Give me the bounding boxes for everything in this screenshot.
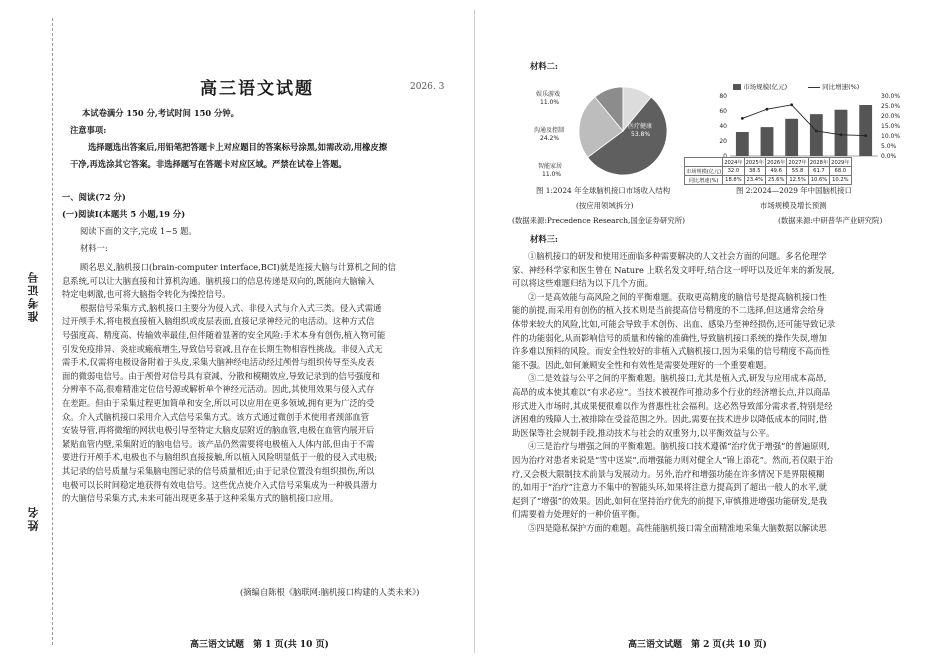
text-line: 件的功能弱化,从而影响信号的质量和传输的准确性,导致脑机接口系统的操作失误,增加 — [512, 332, 827, 343]
table-cell: 55.8 — [787, 167, 808, 176]
pie-chart — [528, 76, 678, 186]
left-tick-label: 40 — [719, 123, 727, 130]
left-page — [62, 0, 450, 663]
growth-point — [815, 130, 818, 133]
text-line: 顾名思义,脑机接口(brain-computer interface,BCI)就是连接大脑与计算机之间的信 — [80, 262, 396, 272]
table-cell: 2027年 — [788, 159, 807, 166]
data-table — [684, 157, 852, 185]
table-cell: 2029年 — [831, 159, 850, 166]
material3-title: 材料三: — [530, 234, 558, 244]
text-line: 疗,又会极大限制技术前景与发展动力。另外,治疗和增强功能在许多情况下是界限模糊 — [512, 468, 825, 479]
instruction: 阅读下面的文字,完成 1~5 题。 — [80, 226, 197, 236]
bar — [835, 110, 848, 156]
page-divider — [474, 10, 475, 653]
exam-number-label: 准考证号 — [27, 270, 40, 322]
text-line: 可以将这些难题归结为以下几个方面。 — [512, 278, 654, 289]
table-cell: 49.6 — [765, 167, 786, 176]
text-line: 能不强。因此,如何兼顾安全性和有效性是需要处理好的一个重要难题。 — [512, 359, 772, 370]
note-line-2: 干净,再选涂其它答案。非选择题写在答题卡对应区域。严禁在试卷上答题。 — [70, 159, 347, 169]
pie-label-medical: 医疗健康 — [628, 123, 653, 130]
table-cell: 68.0 — [830, 167, 851, 176]
text-line: 面的微弱电信号。由于颅骨对信号具有衰减、分散和模糊效应,导致记录到的信号强度和 — [62, 370, 380, 381]
material2-title: 材料二: — [530, 61, 558, 71]
growth-point — [790, 103, 793, 106]
text-line: 的大脑信号采集方式,未来可能出现更多基于这种采集方式的脑机接口应用。 — [62, 493, 339, 504]
table-cell: 2026年 — [766, 159, 786, 166]
text-line: ⑤四是隐私保护方面的难题。高性能脑机接口需全面精准地采集大脑数据以解读思 — [528, 522, 827, 533]
fig2-source: (数据来源:中研普华产业研究院) — [778, 216, 883, 225]
left-tick-label: 60 — [719, 108, 727, 115]
pie-label-communication: 沟通及控制 — [534, 127, 565, 134]
pie-pct-smart-home: 11.0% — [542, 171, 562, 178]
text-line: 助医保等社会规制手段,推动技术与社会的双重努力,以平衡效益与公平。 — [512, 427, 775, 438]
text-line: 们需要着力处理好的一种价值平衡。 — [512, 509, 645, 520]
text-line: 根据信号采集方式,脑机接口主要分为侵入式、非侵入式与介入式三类。侵入式需通 — [80, 302, 382, 313]
text-line: ①脑机接口的研发和使用还面临多种需要解决的人文社会方面的问题。多名伦理学 — [528, 251, 827, 261]
text-line: 电极可以长时间稳定地获得有效电信号。这些优点使介入式信号采集成为一种极具潜力 — [62, 479, 378, 490]
fig2-caption-1: 图 2:2024—2029 年中国脑机接口 — [736, 186, 853, 195]
table-cell: 2028年 — [809, 159, 829, 166]
text-line: 安装导管,再将微缩的网状电极引导至特定大脑皮层附近的脑血管,电极在血管内展开后 — [62, 425, 375, 436]
name-label: 姓名 — [27, 505, 40, 531]
left-tick-label: 0 — [723, 153, 727, 160]
text-line: 起到了“增强”的效果。因此,如何在坚持治疗优先的前提下,审慎推进增强功能研发,是我 — [512, 495, 828, 506]
text-line: 济困难的残障人士,被排除在受益范围之外。因此,需要在技术进步以降低成本的同时,借 — [512, 414, 827, 425]
notes-title: 注意事项: — [70, 125, 107, 135]
text-line: 其记录的信号质量与采集脑电图记录的信号质量相近;由于记录位置没有组织损伤,所以 — [62, 465, 375, 476]
text-line: ②一是高效能与高风险之间的平衡难题。获取更高精度的脑信号是提高脑机接口性 — [528, 291, 827, 302]
binding-fold-line — [52, 18, 53, 645]
growth-point — [864, 134, 867, 137]
exam-date: 2026. 3 — [410, 82, 445, 92]
right-page — [498, 0, 918, 663]
table-cell: 12.5% — [787, 176, 808, 185]
fig1-source: (数据来源:Precedence Research,国金证券研究所) — [512, 216, 685, 225]
table-row-years — [685, 158, 852, 167]
exam-title: 高三语文试题 — [200, 79, 314, 99]
pie-pct-entertainment: 11.0% — [540, 99, 560, 106]
bar — [736, 132, 749, 156]
text-line: 分辨率不高,很难精准定位信号源或解析单个神经元活动。因此,其使用效果与侵入式存 — [62, 384, 375, 395]
table-cell: 61.7 — [808, 167, 829, 176]
table-row-size — [685, 167, 852, 176]
table-cell: 25.6% — [765, 176, 786, 185]
text-line: 需手术,仅需将电极设备附着于头皮,采集大脑神经电活动经过颅骨与组织传导至头皮表 — [62, 357, 375, 368]
growth-point — [741, 117, 744, 120]
text-line: 众。介入式脑机接口采用介入式信号采集方式。该方式通过微创手术使用者颈部血管 — [62, 411, 369, 422]
text-line: 许多难以预料的风险。而安全性较好的非植入式脑机接口,因为采集的信号精度不高而性 — [512, 346, 830, 357]
text-line: 引发免疫排异、炎症或瘢痕增生,导致信号衰减,且存在长期生物相容性挑战。非侵入式无 — [62, 343, 383, 354]
text-line: 息系统,可以让大脑直接和计算机沟通。脑机接口的信息传递是双向的,既能向大脑输入 — [62, 275, 375, 286]
right-tick-label: 10.0% — [881, 133, 901, 140]
material1-source: (摘编自陈根《脑联网:脑机接口构建的人类未来》) — [240, 587, 420, 597]
text-line: ④三是治疗与增强之间的平衡难题。脑机接口技术遵循“治疗优于增强”的普遍原则, — [528, 441, 830, 452]
text-line: 家、神经科学家和医生曾在 Nature 上联名发文呼吁,结合这一呼吁以及近年来的新发展, — [512, 264, 835, 275]
growth-point — [766, 108, 769, 111]
table-row-label: 市场规模(亿元) — [686, 168, 722, 175]
footer-right: 高三语文试题 第 2 页(共 10 页) — [628, 640, 767, 650]
right-tick-label: 20.0% — [881, 113, 901, 120]
text-line: 体带来较大的风险,比如,可能会导致手术创伤、出血、感染乃至神经损伤,还可能导致记录 — [512, 318, 836, 329]
pie-pct-medical: 53.8% — [631, 131, 651, 138]
left-tick-label: 80 — [719, 93, 727, 100]
table-cell: 23.4% — [744, 176, 765, 185]
fig1-caption-1: 图 1:2024 年全球脑机接口市场收入结构 — [536, 186, 671, 195]
section-heading: 一、阅读(72 分) — [62, 192, 126, 202]
legend-line-swatch — [808, 87, 820, 88]
table-cell: 2025年 — [745, 159, 764, 166]
text-line: 过开颅手术,将电极直接植入脑组织或皮层表面,直接记录神经元的电活动。这种方式信 — [62, 316, 375, 327]
table-row-growth — [685, 176, 852, 185]
score-line: 本试卷满分 150 分,考试时间 150 分钟。 — [82, 108, 239, 118]
legend-bar-label: 市场规模(亿元) — [743, 83, 788, 91]
right-tick-label: 5.0% — [881, 143, 897, 150]
growth-line — [741, 103, 867, 137]
table-cell: 2024年 — [724, 159, 743, 166]
bar-line-chart — [700, 90, 910, 165]
pie-slices — [579, 87, 667, 175]
text-line: 高昂的成本使其难以“有求必应”。当技术被视作可推动多个行业的经济增长点,并以商品 — [512, 386, 831, 397]
fig2-caption-2: 市场规模及增长预测 — [760, 201, 827, 210]
note-line-1: 选择题选出答案后,用铅笔把答题卡上对应题目的答案标号涂黑,如需改动,用橡皮擦 — [88, 142, 388, 152]
right-tick-label: 30.0% — [881, 93, 901, 100]
pie-label-entertainment: 娱乐游戏 — [536, 91, 561, 98]
left-tick-label: 20 — [719, 138, 727, 145]
right-tick-label: 15.0% — [881, 123, 901, 130]
bars — [736, 105, 872, 156]
material1-title: 材料一: — [80, 243, 108, 253]
text-line: 紧贴血管内壁,采集附近的脑电信号。该产品仍然需要将电极植入人体内部,但由于不需 — [62, 438, 375, 449]
sub-heading: (一)阅读Ⅰ(本题共 5 小题,19 分) — [62, 209, 186, 219]
growth-point — [840, 133, 843, 136]
table-cell: 32.0 — [723, 167, 744, 176]
fig1-caption-2: (按应用领域拆分) — [576, 201, 634, 210]
footer-left: 高三语文试题 第 1 页(共 10 页) — [190, 640, 329, 650]
bar — [761, 127, 774, 156]
text-line: 能的前提,而采用有创伤的植入技术则是当前提高信号精度的不二选择,但这通常会给身 — [512, 305, 825, 316]
pie-pct-communication: 24.2% — [540, 135, 560, 142]
text-line: 形式进入市场时,其成果便很难以作为普惠性社会福利。这必然导致部分需求者,特别是经 — [512, 400, 833, 411]
right-axis — [881, 93, 900, 160]
text-line: 号强度高、精度高、传输效率最佳,但伴随着显著的安全风险:手术本身有创伤,植入物可能 — [62, 329, 386, 340]
text-line: 因为治疗对患者来说是“雪中送炭”,而增强能力则对健全人“锦上添花”。然而,若仅限于治 — [512, 454, 833, 465]
legend-line-label: 同比增速(%) — [822, 83, 860, 91]
bar — [859, 105, 872, 156]
text-line: 的,如用于“治疗”注意力不集中的智能头环,如果将注意力提高到了超出一般人的水平,就 — [512, 482, 828, 493]
table-cell: 18.8% — [723, 176, 744, 185]
table-cell: 38.5 — [744, 167, 765, 176]
text-line: 特定电刺激,也可将大脑指令转化为操控信号。 — [62, 289, 231, 300]
bar — [785, 119, 798, 156]
material1-body — [62, 261, 442, 506]
table-corner — [685, 158, 723, 167]
right-tick-label: 0.0% — [881, 153, 897, 160]
text-line: 要进行开颅手术,电极也不与脑组织直接接触,所以植入风险明显低于一般的侵入式电极; — [62, 452, 378, 463]
table-row-label: 同比增速(%) — [685, 176, 723, 185]
table-cell: 10.6% — [808, 176, 829, 185]
pie-label-smart-home: 智能家居 — [538, 163, 563, 170]
bar — [810, 114, 823, 156]
text-line: ③二是效益与公平之间的平衡难题。脑机接口,尤其是植入式,研发与应用成本高昂, — [528, 373, 827, 384]
right-tick-label: 25.0% — [881, 103, 901, 110]
material3-body — [512, 250, 912, 535]
table-cell: 10.2% — [830, 176, 851, 185]
text-line: 在差距。但由于采集过程更加简单和安全,所以可以应用在更多领域,拥有更为广泛的受 — [62, 397, 375, 408]
